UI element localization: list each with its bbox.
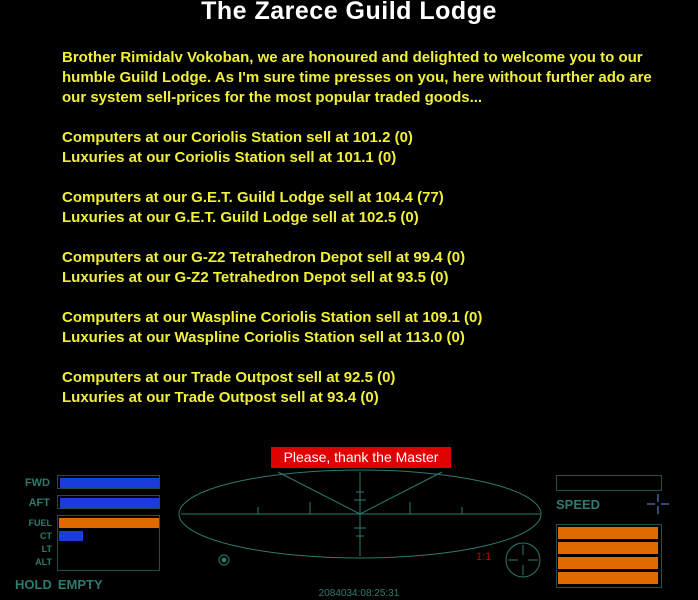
speed-gauge-frame xyxy=(556,475,662,491)
game-clock: 2084034:08:25:31 xyxy=(318,588,400,599)
page-title: The Zarece Guild Lodge xyxy=(201,0,497,25)
price-line: Luxuries at our G.E.T. Guild Lodge sell at 102.5 (0) xyxy=(62,209,419,226)
dialog-option-thank-master[interactable]: Please, thank the Master xyxy=(271,447,451,468)
hold-label: HOLD xyxy=(15,577,52,592)
price-line: Luxuries at our Coriolis Station sell at 101.1 (0) xyxy=(62,149,397,166)
crosshair-icon xyxy=(647,494,669,514)
energy-bank xyxy=(558,557,658,569)
energy-bank xyxy=(558,542,658,554)
price-line: Luxuries at our Waspline Coriolis Station sell at 113.0 (0) xyxy=(62,329,465,346)
scanner-icon xyxy=(179,470,541,558)
target-reticle-icon xyxy=(506,543,540,577)
price-line: Computers at our Trade Outpost sell at 92.5 (0) xyxy=(62,369,396,386)
fuel-label: FUEL xyxy=(28,518,52,528)
energy-bank xyxy=(558,527,658,539)
welcome-line: Brother Rimidalv Vokoban, we are honoured and delighted to welcome you to our xyxy=(62,49,643,66)
price-line: Computers at our Coriolis Station sell at 101.2 (0) xyxy=(62,129,413,146)
cabin-temp-label: CT xyxy=(40,531,52,541)
zoom-ratio: 1:1 xyxy=(476,551,492,563)
fwd-shield-label: FWD xyxy=(24,477,50,489)
price-line: Computers at our G-Z2 Tetrahedron Depot sell at 99.4 (0) xyxy=(62,249,466,266)
price-line: Computers at our G.E.T. Guild Lodge sell at 104.4 (77) xyxy=(62,189,444,206)
price-line: Computers at our Waspline Coriolis Station sell at 109.1 (0) xyxy=(62,309,483,326)
speed-label: SPEED xyxy=(556,497,601,512)
hold-value: EMPTY xyxy=(57,577,103,592)
compass-icon xyxy=(219,555,229,565)
altitude-label: ALT xyxy=(35,557,52,567)
price-line: Luxuries at our G-Z2 Tetrahedron Depot sell at 93.5 (0) xyxy=(62,269,449,286)
welcome-line: our system sell-prices for the most popular traded goods... xyxy=(62,89,483,106)
laser-temp-label: LT xyxy=(41,544,52,554)
aft-shield-label: AFT xyxy=(28,497,50,509)
price-line: Luxuries at our Trade Outpost sell at 93.4 (0) xyxy=(62,389,379,406)
energy-bank xyxy=(558,572,658,584)
welcome-line: humble Guild Lodge. As I'm sure time presses on you, here without further ado are xyxy=(62,69,652,86)
